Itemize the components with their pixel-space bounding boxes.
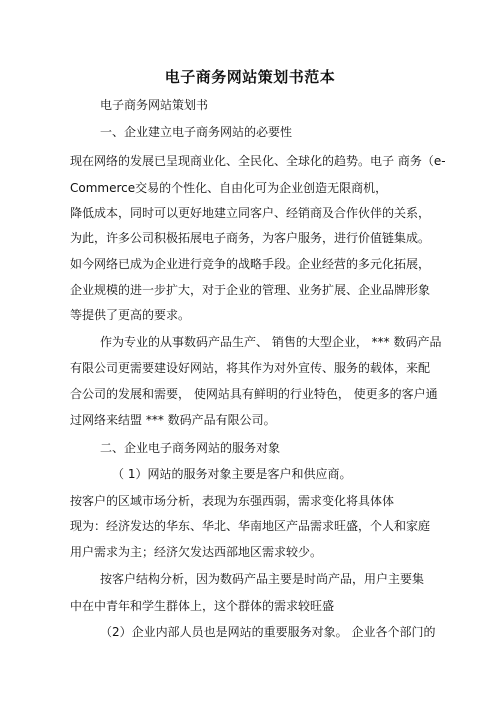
paragraph-line: 现为：经济发达的华东、华北、华南地区产品需求旺盛，个人和家庭 xyxy=(70,519,431,533)
paragraph-line: 有限公司更需要建设好网站，将其作为对外宣传、服务的载体，来配 xyxy=(70,361,431,375)
section-heading-2: 二、企业电子商务网站的服务对象 xyxy=(100,441,281,455)
paragraph-line: 等提供了更高的要求。 xyxy=(70,308,191,322)
paragraph-line: 合公司的发展和需要， 使网站具有鲜明的行业特色， 使更多的客户通 xyxy=(70,387,438,401)
paragraph-line: 作为专业的从事数码产品生产、 销售的大型企业， *** 数码产品 xyxy=(100,335,442,349)
paragraph-line: 用户需求为主；经济欠发达西部地区需求较少。 xyxy=(70,545,323,559)
section-heading-1: 一、企业建立电子商务网站的必要性 xyxy=(100,125,293,139)
paragraph-line: 为此，许多公司积极拓展电子商务，为客户服务，进行价值链集成。 xyxy=(70,231,431,245)
paragraph-line: （ 1）网站的服务对象主要是客户和供应商。 xyxy=(112,467,352,481)
subtitle: 电子商务网站策划书 xyxy=(100,98,209,112)
paragraph-line: 按客户的区域市场分析，表现为东强西弱，需求变化将具体体 xyxy=(70,494,395,508)
paragraph-line: 降低成本，同时可以更好地建立同客户、经销商及合作伙伴的关系， xyxy=(70,206,431,220)
document-title: 电子商务网站策划书范本 xyxy=(164,68,336,86)
paragraph-line: Commerce交易的个性化、自由化可为企业创造无限商机， xyxy=(70,181,388,195)
paragraph-line: 现在网络的发展已呈现商业化、全民化、全球化的趋势。电子 商务（e- xyxy=(70,154,446,168)
paragraph-line: 如今网络已成为企业进行竞争的战略手段。企业经营的多元化拓展， xyxy=(70,257,431,271)
paragraph-line: 企业规模的进一步扩大，对于企业的管理、业务扩展、企业品牌形象 xyxy=(70,283,431,297)
paragraph-line: 按客户结构分析，因为数码产品主要是时尚产品，用户主要集 xyxy=(100,572,425,586)
paragraph-line: 中在中青年和学生群体上，这个群体的需求较旺盛 xyxy=(70,599,335,613)
paragraph-line: 过网络来结盟 *** 数码产品有限公司。 xyxy=(70,413,276,427)
paragraph-line: （2）企业内部人员也是网站的重要服务对象。 企业各个部门的 xyxy=(100,625,436,639)
